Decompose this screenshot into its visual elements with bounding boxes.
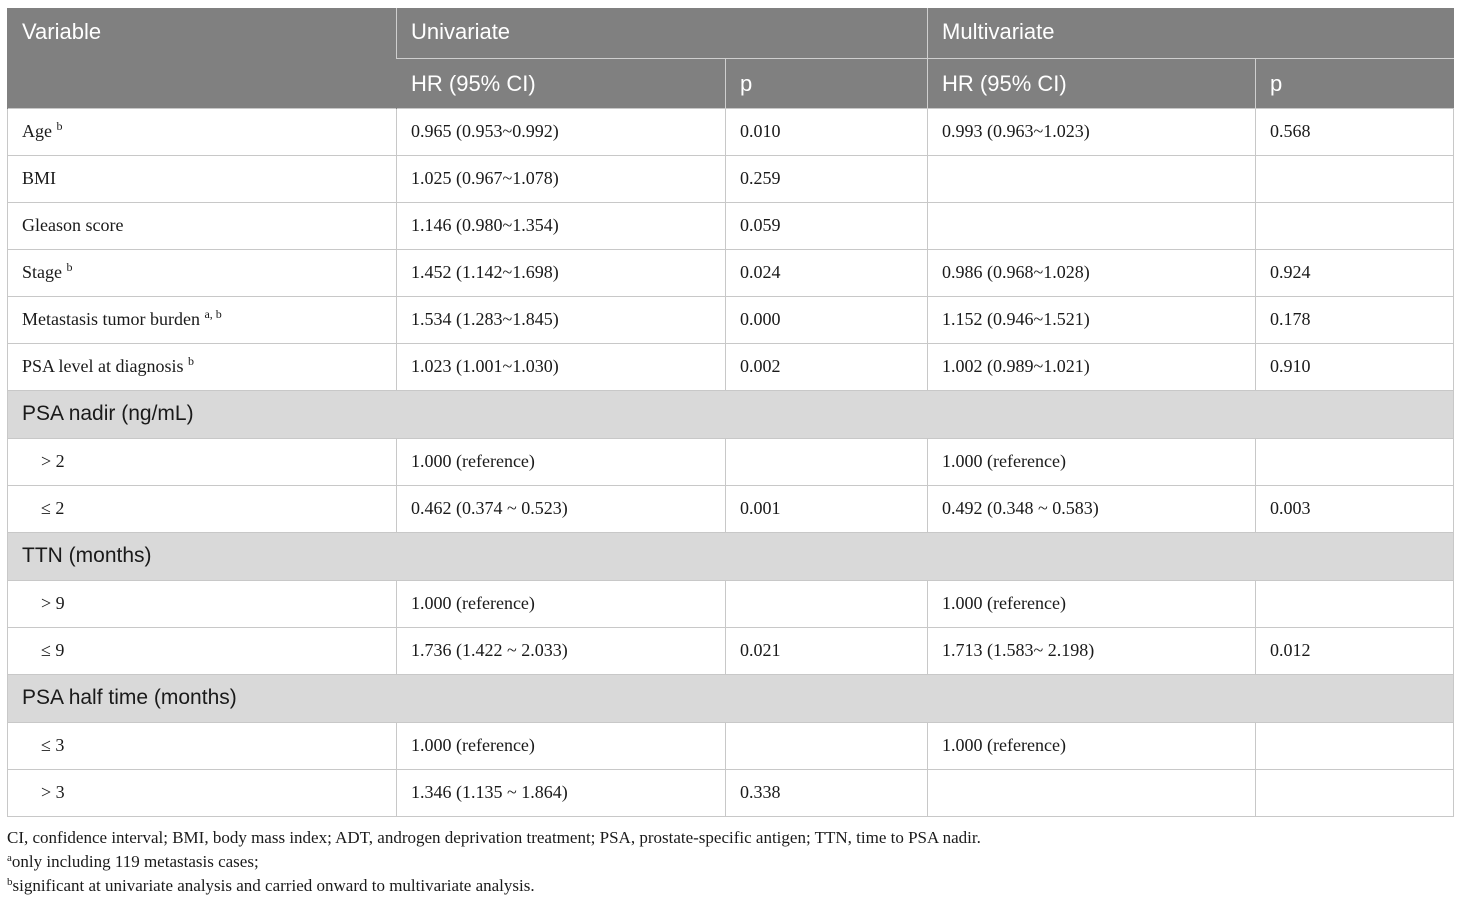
univariate-p: 0.021	[726, 627, 928, 674]
row-label: Gleason score	[8, 202, 397, 249]
univariate-hr: 0.965 (0.953~0.992)	[397, 108, 726, 155]
table-header	[8, 8, 1454, 108]
univariate-p: 0.010	[726, 108, 928, 155]
multivariate-hr: 1.000 (reference)	[928, 722, 1256, 769]
multivariate-hr	[928, 202, 1256, 249]
row-label: PSA level at diagnosis $^b$	[8, 343, 397, 390]
univariate-p: 0.338	[726, 769, 928, 816]
multivariate-hr: 0.993 (0.963~1.023)	[928, 108, 1256, 155]
multivariate-p: 0.910	[1256, 343, 1454, 390]
multivariate-hr: 1.002 (0.989~1.021)	[928, 343, 1256, 390]
table-row	[8, 627, 1454, 674]
multivariate-p	[1256, 769, 1454, 816]
table-row	[8, 722, 1454, 769]
table-row	[8, 155, 1454, 202]
table-row	[8, 108, 1454, 155]
table-row	[8, 296, 1454, 343]
row-label: Metastasis tumor burden $^{a, b}$	[8, 296, 397, 343]
univariate-hr: 1.000 (reference)	[397, 580, 726, 627]
multivariate-hr: 0.986 (0.968~1.028)	[928, 249, 1256, 296]
row-label: > 2	[8, 438, 397, 485]
multivariate-p	[1256, 438, 1454, 485]
multivariate-p	[1256, 580, 1454, 627]
multivariate-p: 0.568	[1256, 108, 1454, 155]
header-hr-multivariate: HR (95% CI)	[928, 58, 1256, 108]
univariate-p: 0.259	[726, 155, 928, 202]
table-row	[8, 438, 1454, 485]
univariate-p: 0.002	[726, 343, 928, 390]
univariate-p: 0.001	[726, 485, 928, 532]
header-p-multivariate: p	[1256, 58, 1454, 108]
section-title-psa-nadir: PSA nadir (ng/mL)	[8, 390, 1454, 438]
row-label: Stage $^b$	[8, 249, 397, 296]
table-footnotes	[7, 826, 1453, 898]
table-row	[8, 249, 1454, 296]
footnote-b: $^b$significant at univariate analysis and carried onward to multivariate analysis.	[7, 876, 535, 895]
table-row	[8, 485, 1454, 532]
univariate-p: 0.059	[726, 202, 928, 249]
univariate-hr: 1.000 (reference)	[397, 722, 726, 769]
row-label: Age $^b$	[8, 108, 397, 155]
section-title-ttn: TTN (months)	[8, 532, 1454, 580]
univariate-hr: 0.462 (0.374 ~ 0.523)	[397, 485, 726, 532]
univariate-p	[726, 580, 928, 627]
multivariate-hr	[928, 769, 1256, 816]
univariate-hr: 1.000 (reference)	[397, 438, 726, 485]
multivariate-hr: 1.152 (0.946~1.521)	[928, 296, 1256, 343]
header-p-univariate: p	[726, 58, 928, 108]
table-row	[8, 343, 1454, 390]
univariate-hr: 1.534 (1.283~1.845)	[397, 296, 726, 343]
section-row	[8, 532, 1454, 580]
section-row	[8, 674, 1454, 722]
header-multivariate: Multivariate	[928, 8, 1454, 58]
univariate-hr: 1.452 (1.142~1.698)	[397, 249, 726, 296]
univariate-p	[726, 438, 928, 485]
multivariate-p: 0.003	[1256, 485, 1454, 532]
multivariate-p	[1256, 202, 1454, 249]
row-label: BMI	[8, 155, 397, 202]
row-label: ≤ 2	[8, 485, 397, 532]
univariate-p: 0.000	[726, 296, 928, 343]
multivariate-p: 0.012	[1256, 627, 1454, 674]
row-label: > 9	[8, 580, 397, 627]
multivariate-hr: 1.000 (reference)	[928, 438, 1256, 485]
univariate-hr: 1.736 (1.422 ~ 2.033)	[397, 627, 726, 674]
univariate-p: 0.024	[726, 249, 928, 296]
multivariate-p: 0.178	[1256, 296, 1454, 343]
table-row	[8, 769, 1454, 816]
table-row	[8, 202, 1454, 249]
section-row	[8, 390, 1454, 438]
univariate-hr: 1.023 (1.001~1.030)	[397, 343, 726, 390]
multivariate-hr	[928, 155, 1256, 202]
section-title-psa-half-time: PSA half time (months)	[8, 674, 1454, 722]
univariate-hr: 1.346 (1.135 ~ 1.864)	[397, 769, 726, 816]
multivariate-hr: 1.713 (1.583~ 2.198)	[928, 627, 1256, 674]
multivariate-p: 0.924	[1256, 249, 1454, 296]
multivariate-hr: 0.492 (0.348 ~ 0.583)	[928, 485, 1256, 532]
table-body	[8, 108, 1454, 816]
footnote-a: $^a$only including 119 metastasis cases;	[7, 852, 259, 871]
row-label: > 3	[8, 769, 397, 816]
univariate-hr: 1.025 (0.967~1.078)	[397, 155, 726, 202]
multivariate-p	[1256, 722, 1454, 769]
univariate-hr: 1.146 (0.980~1.354)	[397, 202, 726, 249]
header-variable: Variable	[8, 8, 397, 108]
multivariate-p	[1256, 155, 1454, 202]
results-table	[7, 8, 1454, 817]
univariate-p	[726, 722, 928, 769]
multivariate-hr: 1.000 (reference)	[928, 580, 1256, 627]
header-univariate: Univariate	[397, 8, 928, 58]
table-row	[8, 580, 1454, 627]
header-hr-univariate: HR (95% CI)	[397, 58, 726, 108]
row-label: ≤ 9	[8, 627, 397, 674]
row-label: ≤ 3	[8, 722, 397, 769]
footnote-abbreviations: CI, confidence interval; BMI, body mass index; ADT, androgen deprivation treatment; PSA, prostate-specific antigen; TTN, time to PSA nadir.	[7, 828, 981, 847]
